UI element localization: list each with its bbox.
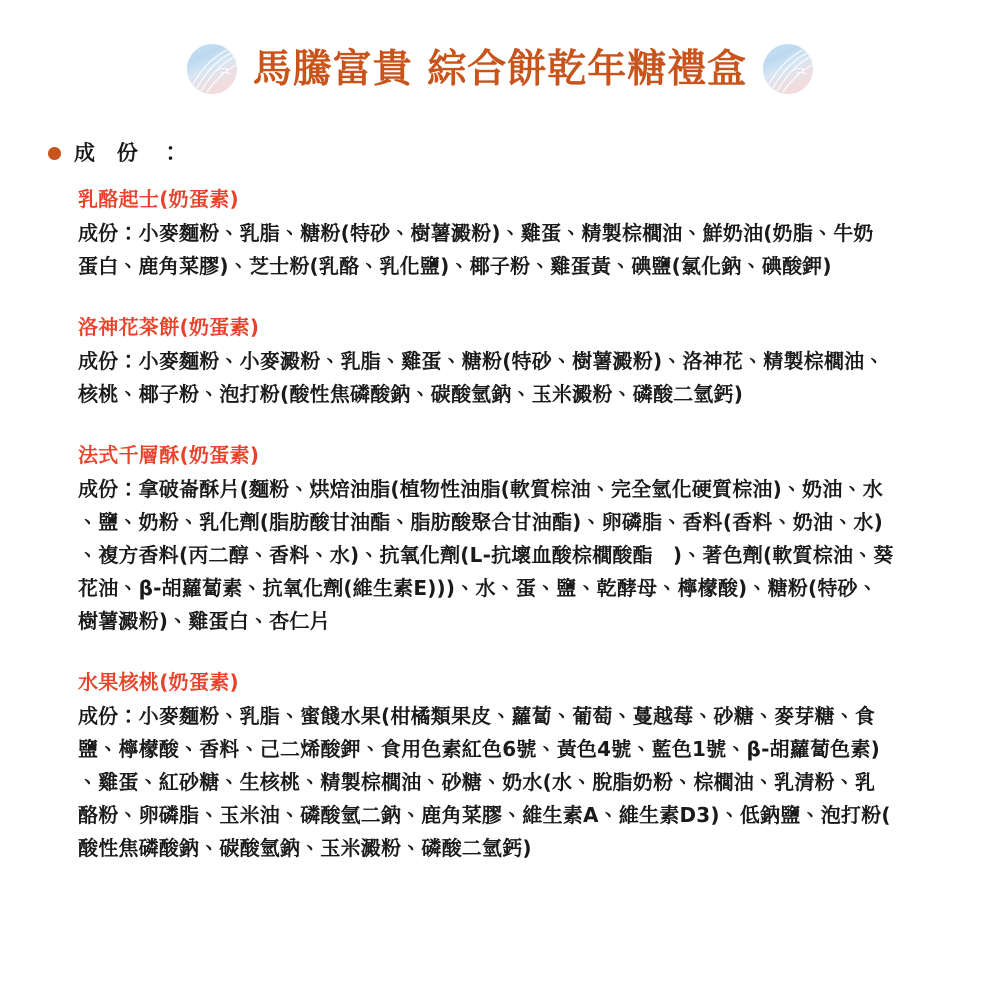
ingredient-group xyxy=(78,439,964,638)
ingredients-heading-row xyxy=(0,137,1000,167)
ingredient-group-body xyxy=(78,217,964,283)
decorative-orb-icon-left xyxy=(187,44,237,94)
ingredient-group-body xyxy=(78,700,964,865)
ingredient-group-name: 乳酪起士(奶蛋素) xyxy=(78,187,239,211)
ingredient-line: 樹薯澱粉)、雞蛋白、杏仁片 xyxy=(78,609,330,633)
ingredient-group-body xyxy=(78,473,964,638)
ingredient-group-name: 洛神花茶餅(奶蛋素) xyxy=(78,315,260,339)
ingredient-line: 、鹽、奶粉、乳化劑(脂肪酸甘油酯、脂肪酸聚合甘油酯)、卵磷脂、香料(香料、奶油、水) xyxy=(78,510,883,534)
ingredient-group-body xyxy=(78,345,964,411)
bullet-icon xyxy=(48,147,61,160)
ingredients-heading-label: 成 份 ： xyxy=(74,141,182,165)
decorative-orb-icon-right xyxy=(763,44,813,94)
ingredient-line: 成份：小麥麵粉、乳脂、糖粉(特砂、樹薯澱粉)、雞蛋、精製棕櫚油、鮮奶油(奶脂、牛奶 xyxy=(78,221,874,245)
ingredient-group-name: 法式千層酥(奶蛋素) xyxy=(78,443,260,467)
ingredient-line: 酸性焦磷酸鈉、碳酸氫鈉、玉米澱粉、磷酸二氫鈣) xyxy=(78,836,532,860)
page-title: 馬騰富貴 綜合餅乾年糖禮盒 xyxy=(252,46,748,92)
ingredient-line: 蛋白、鹿角菜膠)、芝士粉(乳酪、乳化鹽)、椰子粉、雞蛋黃、碘鹽(氯化鈉、碘酸鉀) xyxy=(78,254,832,278)
ingredient-group xyxy=(78,666,964,865)
ingredient-line: 酪粉、卵磷脂、玉米油、磷酸氫二鈉、鹿角菜膠、維生素A、維生素D3)、低鈉鹽、泡打粉( xyxy=(78,803,891,827)
ingredient-group-name: 水果核桃(奶蛋素) xyxy=(78,670,239,694)
ingredient-line: 成份：小麥麵粉、小麥澱粉、乳脂、雞蛋、糖粉(特砂、樹薯澱粉)、洛神花、精製棕櫚油、 xyxy=(78,349,885,373)
ingredient-line: 核桃、椰子粉、泡打粉(酸性焦磷酸鈉、碳酸氫鈉、玉米澱粉、磷酸二氫鈣) xyxy=(78,382,744,406)
ingredients-section xyxy=(0,137,1000,865)
ingredient-line: 、複方香料(丙二醇、香料、水)、抗氧化劑(L-抗壞血酸棕櫚酸酯 )、著色劑(軟質棕油、葵 xyxy=(78,543,894,567)
ingredient-line: 鹽、檸檬酸、香料、己二烯酸鉀、食用色素紅色6號、黃色4號、藍色1號、β-胡蘿蔔色素) xyxy=(78,737,880,761)
ingredient-group-list xyxy=(0,183,1000,865)
ingredient-group xyxy=(78,183,964,283)
ingredient-line: 成份：小麥麵粉、乳脂、蜜餞水果(柑橘類果皮、蘿蔔、葡萄、蔓越莓、砂糖、麥芽糖、食 xyxy=(78,704,876,728)
ingredient-group xyxy=(78,311,964,411)
ingredient-line: 、雞蛋、紅砂糖、生核桃、精製棕櫚油、砂糖、奶水(水、脫脂奶粉、棕櫚油、乳清粉、乳 xyxy=(78,770,876,794)
ingredient-line: 成份：拿破崙酥片(麵粉、烘焙油脂(植物性油脂(軟質棕油、完全氫化硬質棕油)、奶油、水 xyxy=(78,477,883,501)
ingredient-line: 花油、β-胡蘿蔔素、抗氧化劑(維生素E)))、水、蛋、鹽、乾酵母、檸檬酸)、糖粉(特砂、 xyxy=(78,576,878,600)
page-header xyxy=(0,0,1000,100)
